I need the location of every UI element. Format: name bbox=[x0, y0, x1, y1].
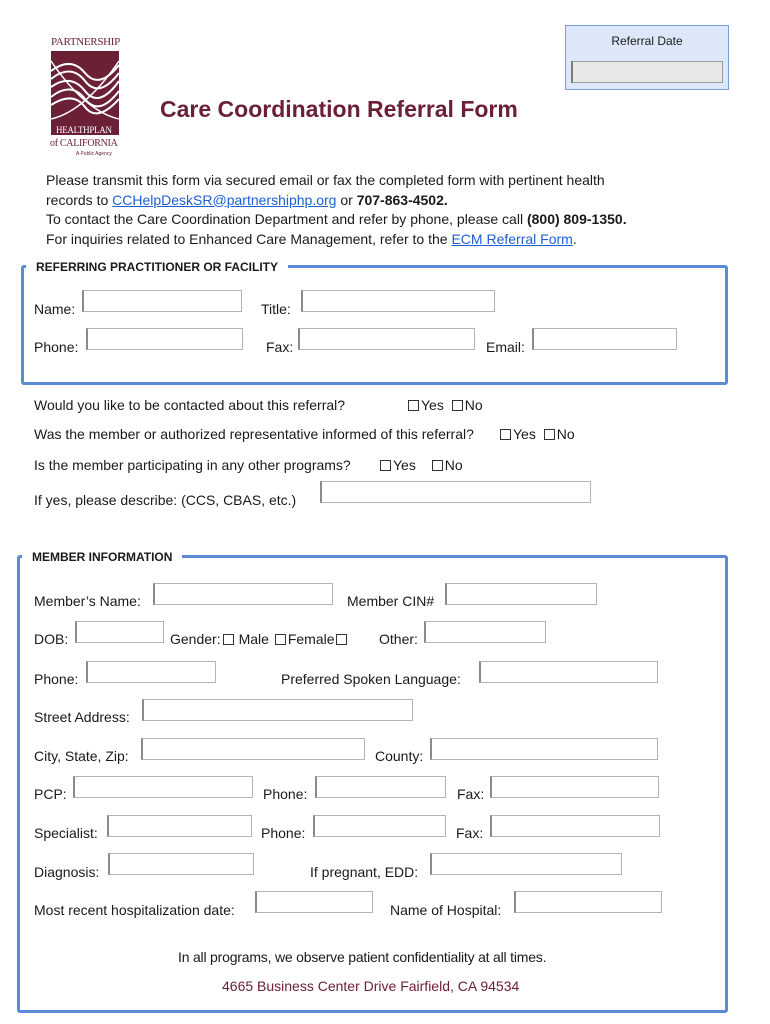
dob-input[interactable] bbox=[75, 621, 164, 643]
member-phone-input[interactable] bbox=[86, 661, 216, 683]
spec-phone-input[interactable] bbox=[313, 815, 446, 837]
diagnosis-label: Diagnosis: bbox=[34, 864, 100, 880]
logo-tagline: A Public Agency bbox=[76, 151, 112, 157]
ref-email-input[interactable] bbox=[532, 328, 677, 350]
intro-line-4-post: . bbox=[572, 230, 577, 247]
member-cin-label: Member CIN# bbox=[347, 593, 435, 609]
fax-number: 707-863-4502. bbox=[356, 191, 448, 208]
intro-line-2-mid: or bbox=[336, 191, 357, 208]
gender-group bbox=[170, 631, 349, 647]
pcp-label: PCP: bbox=[34, 786, 67, 802]
logo-bottom-text: HEALTHPLAN bbox=[56, 125, 112, 135]
q1-no-checkbox[interactable] bbox=[452, 400, 463, 411]
q3-no-checkbox[interactable] bbox=[432, 460, 443, 471]
email-link[interactable]: CCHelpDeskSR@partnershiphp.org bbox=[112, 191, 337, 208]
language-label: Preferred Spoken Language: bbox=[281, 671, 461, 687]
language-input[interactable] bbox=[479, 661, 658, 683]
form-title: Care Coordination Referral Form bbox=[160, 96, 518, 122]
street-label: Street Address: bbox=[34, 709, 130, 725]
county-label: County: bbox=[375, 748, 424, 764]
referral-date-box bbox=[565, 25, 729, 90]
q2-no-label: No bbox=[556, 426, 575, 442]
dob-label: DOB: bbox=[34, 631, 69, 647]
q2-yes-label: Yes bbox=[513, 426, 536, 442]
ref-name-label: Name: bbox=[34, 301, 76, 317]
member-name-input[interactable] bbox=[153, 583, 333, 605]
referral-date-label: Referral Date bbox=[611, 34, 683, 48]
specialist-input[interactable] bbox=[107, 815, 252, 837]
ref-title-input[interactable] bbox=[301, 290, 495, 312]
pcp-input[interactable] bbox=[73, 776, 253, 798]
ref-fax-label: Fax: bbox=[266, 339, 294, 355]
intro-line-2 bbox=[46, 191, 627, 211]
member-phone-label: Phone: bbox=[34, 671, 79, 687]
partnership-logo bbox=[48, 36, 124, 158]
spec-phone-label: Phone: bbox=[261, 825, 306, 841]
gender-label: Gender: bbox=[170, 631, 221, 647]
question-informed: Was the member or authorized representative informed of this referral? bbox=[34, 426, 474, 442]
city-input[interactable] bbox=[141, 738, 365, 760]
intro-line-1: Please transmit this form via secured email or fax the completed form with pertinent health bbox=[46, 172, 605, 188]
q1-no-label: No bbox=[464, 397, 483, 413]
intro-line-2-pre: records to bbox=[46, 191, 113, 208]
logo-california-text: of CALIFORNIA bbox=[50, 138, 118, 149]
male-checkbox[interactable] bbox=[223, 634, 234, 645]
confidentiality-note: In all programs, we observe patient confidentiality at all times. bbox=[178, 949, 547, 965]
q2-yes-checkbox[interactable] bbox=[500, 429, 511, 440]
edd-input[interactable] bbox=[430, 853, 622, 875]
member-name-label: Member’s Name: bbox=[34, 593, 141, 609]
q2-no-checkbox[interactable] bbox=[544, 429, 555, 440]
intro-line-4 bbox=[46, 230, 627, 250]
intro-line-3-pre: To contact the Care Coordination Department and refer by phone, please call bbox=[46, 211, 527, 227]
q1-yes-label: Yes bbox=[421, 397, 444, 413]
referral-date-input[interactable] bbox=[571, 61, 723, 83]
ref-title-label: Title: bbox=[261, 301, 291, 317]
edd-label: If pregnant, EDD: bbox=[310, 864, 419, 880]
female-label: Female bbox=[287, 631, 335, 647]
street-input[interactable] bbox=[142, 699, 413, 721]
q1-options bbox=[408, 397, 483, 413]
member-section-title: MEMBER INFORMATION bbox=[22, 550, 182, 564]
county-input[interactable] bbox=[430, 738, 658, 760]
spec-fax-input[interactable] bbox=[490, 815, 660, 837]
intro-line-3 bbox=[46, 210, 627, 230]
hosp-name-input[interactable] bbox=[514, 891, 662, 913]
pcp-phone-input[interactable] bbox=[315, 776, 446, 798]
q1-yes-checkbox[interactable] bbox=[408, 400, 419, 411]
describe-input[interactable] bbox=[320, 481, 591, 503]
intro-line-4-pre: For inquiries related to Enhanced Care Management, refer to the bbox=[46, 230, 452, 247]
question-other-programs: Is the member participating in any other programs? bbox=[34, 457, 351, 473]
specialist-label: Specialist: bbox=[34, 825, 98, 841]
q3-yes-checkbox[interactable] bbox=[380, 460, 391, 471]
male-label: Male bbox=[238, 631, 269, 647]
other-input[interactable] bbox=[424, 621, 546, 643]
ecm-referral-link[interactable]: ECM Referral Form bbox=[451, 230, 573, 247]
city-label: City, State, Zip: bbox=[34, 748, 129, 764]
logo-top-text: PARTNERSHIP bbox=[51, 36, 120, 48]
other-gender-checkbox[interactable] bbox=[336, 634, 347, 645]
phone-number: (800) 809-1350. bbox=[526, 211, 627, 227]
hosp-date-input[interactable] bbox=[255, 891, 373, 913]
diagnosis-input[interactable] bbox=[108, 853, 254, 875]
ref-name-input[interactable] bbox=[82, 290, 242, 312]
hosp-name-label: Name of Hospital: bbox=[390, 902, 502, 918]
q3-no-label: No bbox=[444, 457, 463, 473]
q3-options bbox=[380, 457, 463, 473]
pcp-fax-input[interactable] bbox=[490, 776, 659, 798]
ref-phone-label: Phone: bbox=[34, 339, 79, 355]
member-cin-input[interactable] bbox=[445, 583, 597, 605]
hosp-date-label: Most recent hospitalization date: bbox=[34, 902, 235, 918]
referring-section bbox=[21, 265, 728, 385]
logo-emblem-icon bbox=[51, 51, 119, 135]
q3-yes-label: Yes bbox=[393, 457, 416, 473]
spec-fax-label: Fax: bbox=[456, 825, 484, 841]
ref-fax-input[interactable] bbox=[298, 328, 475, 350]
other-label: Other: bbox=[379, 631, 418, 647]
ref-phone-input[interactable] bbox=[86, 328, 243, 350]
female-checkbox[interactable] bbox=[275, 634, 286, 645]
pcp-fax-label: Fax: bbox=[457, 786, 485, 802]
q2-options bbox=[500, 426, 575, 442]
describe-label: If yes, please describe: (CCS, CBAS, etc.) bbox=[34, 492, 297, 508]
ref-email-label: Email: bbox=[486, 339, 525, 355]
pcp-phone-label: Phone: bbox=[263, 786, 308, 802]
referring-section-title: REFERRING PRACTITIONER OR FACILITY bbox=[26, 260, 288, 274]
footer-address: 4665 Business Center Drive Fairfield, CA 94534 bbox=[222, 978, 520, 994]
intro-text bbox=[46, 171, 627, 249]
question-contacted: Would you like to be contacted about this referral? bbox=[34, 397, 346, 413]
